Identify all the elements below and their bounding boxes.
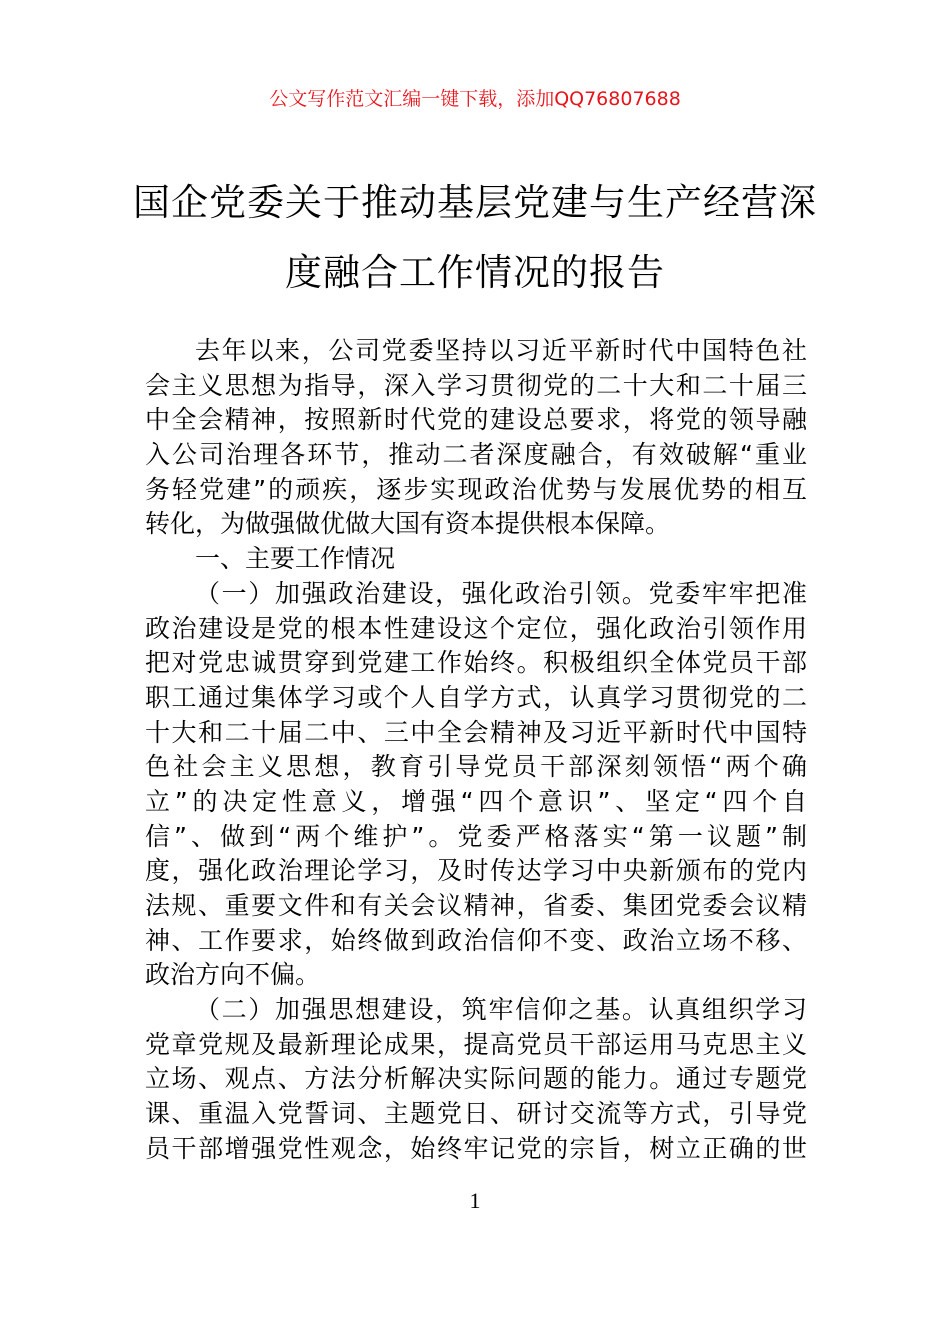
text-line: 立”的决定性意义，增强“四个意识”、坚定“四个自 bbox=[145, 786, 807, 816]
document-body bbox=[145, 334, 807, 1167]
text-line: 神、工作要求，始终做到政治信仰不变、政治立场不移、 bbox=[145, 925, 807, 955]
document-title-line-1: 国企党委关于推动基层党建与生产经营深 bbox=[133, 181, 817, 224]
text-line: 转化，为做强做优做大国有资本提供根本保障。 bbox=[145, 509, 671, 539]
text-line: 政治方向不偏。 bbox=[145, 960, 321, 990]
text-line: 立场、观点、方法分析解决实际问题的能力。通过专题党 bbox=[145, 1064, 807, 1094]
text-line: （二）加强思想建设，筑牢信仰之基。认真组织学习 bbox=[195, 995, 807, 1025]
paragraph bbox=[145, 542, 807, 577]
text-line: 中全会精神，按照新时代党的建设总要求，将党的领导融 bbox=[145, 405, 807, 435]
text-line: 会主义思想为指导，深入学习贯彻党的二十大和二十届三 bbox=[145, 370, 807, 400]
text-line: 务轻党建”的顽疾，逐步实现政治优势与发展优势的相互 bbox=[145, 474, 807, 504]
text-line: 信”、做到“两个维护”。党委严格落实“第一议题”制 bbox=[145, 821, 807, 851]
text-line: （一）加强政治建设，强化政治引领。党委牢牢把准 bbox=[195, 578, 807, 608]
text-line: 入公司治理各环节，推动二者深度融合，有效破解“重业 bbox=[145, 440, 807, 470]
text-line: 色社会主义思想，教育引导党员干部深刻领悟“两个确 bbox=[145, 752, 807, 782]
text-line: 党章党规及最新理论成果，提高党员干部运用马克思主义 bbox=[145, 1029, 807, 1059]
text-line: 政治建设是党的根本性建设这个定位，强化政治引领作用 bbox=[145, 613, 807, 643]
paragraph bbox=[145, 334, 807, 542]
text-line: 去年以来，公司党委坚持以习近平新时代中国特色社 bbox=[195, 336, 807, 365]
text-line: 把对党忠诚贯穿到党建工作始终。积极组织全体党员干部 bbox=[145, 648, 807, 678]
download-banner: 公文写作范文汇编一键下载，添加QQ76807688 bbox=[269, 88, 681, 110]
text-line: 度，强化政治理论学习，及时传达学习中央新颁布的党内 bbox=[145, 856, 807, 886]
text-line: 十大和二十届二中、三中全会精神及习近平新时代中国特 bbox=[145, 717, 807, 747]
document-title-line-2: 度融合工作情况的报告 bbox=[285, 251, 665, 294]
text-line: 课、重温入党誓词、主题党日、研讨交流等方式，引导党 bbox=[145, 1099, 807, 1129]
text-line: 法规、重要文件和有关会议精神，省委、集团党委会议精 bbox=[145, 891, 807, 920]
text-line: 职工通过集体学习或个人自学方式，认真学习贯彻党的二 bbox=[145, 682, 807, 712]
page-number: 1 bbox=[469, 1188, 481, 1213]
paragraph bbox=[145, 993, 807, 1166]
text-line: 员干部增强党性观念，始终牢记党的宗旨，树立正确的世 bbox=[145, 1133, 807, 1163]
text-line: 一、主要工作情况 bbox=[195, 544, 396, 574]
paragraph bbox=[145, 577, 807, 993]
